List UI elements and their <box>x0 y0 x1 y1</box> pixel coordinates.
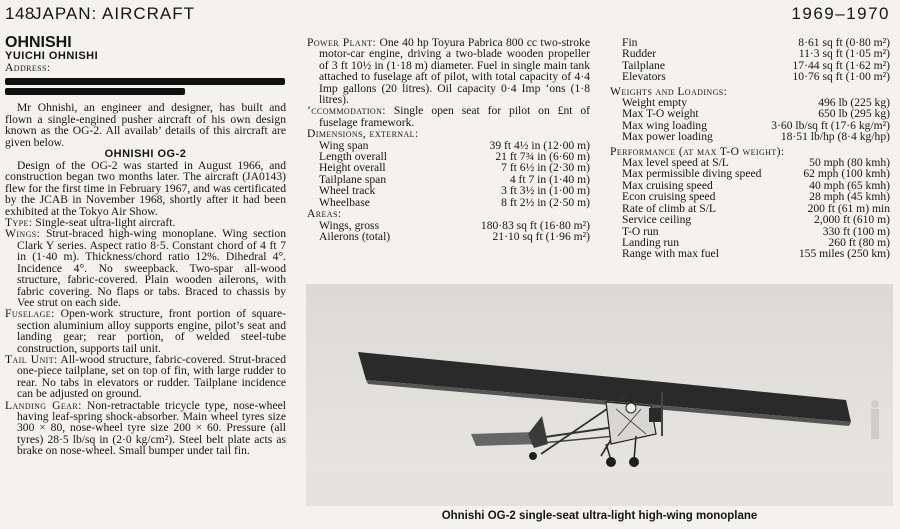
wings-label: Wings: <box>5 227 41 241</box>
spec-value: 17·44 sq ft (1·62 m²) <box>792 58 890 72</box>
accommodation-entry <box>307 105 590 128</box>
design-paragraph: Design of the OG-2 was started in August 1966, and construction began two months later. The aircraft (JA0143) flew for the first time in February 1967, and was certificated by the JCAB in November 1968, shortly after it had been exhibited at the Tokyo Air Show. <box>5 159 286 218</box>
spec-label: Fin <box>622 36 638 49</box>
gear-text: Non-retractable tricycle type, nose-wheel having leaf-spring shock-absorber. Main wheel tyres size 300 × 80, nose-wheel tyre size 200 × 60. Pressure (all tyres) 28·5 lb/sq in (2·0 kg/cm²). Steel belt plate acts as brake on nose-wheel. Small bumper under tail fin. <box>17 398 286 458</box>
tail-label: Tail Unit: <box>5 352 58 366</box>
column-1 <box>5 35 286 457</box>
spec-label: Wings, gross <box>319 218 380 232</box>
aircraft-photo <box>306 284 893 506</box>
spec-label: Ailerons (total) <box>319 229 391 243</box>
spec-label: Wing span <box>319 138 369 152</box>
gear-entry <box>5 400 286 457</box>
areas-heading: Areas: <box>307 207 342 221</box>
spec-value: 7 ft 6½ in (2·30 m) <box>501 161 590 175</box>
spec-label: Range with max fuel <box>622 247 719 261</box>
spec-value: 21·10 sq ft (1·96 m²) <box>492 229 590 243</box>
type-label: Type: <box>5 216 33 230</box>
spec-value: 4 ft 7 in (1·40 m) <box>509 172 590 186</box>
spec-value: 18·51 lb/hp (8·4 kg/hp) <box>780 130 890 144</box>
weights-list <box>610 97 890 143</box>
spec-value: 3·60 lb/sq ft (17·6 kg/m²) <box>771 118 890 132</box>
spec-row <box>610 214 890 225</box>
fuselage-text: Open-work structure, front portion of square-section aluminium alloy supports engine, pilot’s seat and landing gear; rear portion, of welded steel-tube construction, supports tail unit. <box>17 307 286 355</box>
spec-row <box>610 248 890 259</box>
wings-text: Strut-braced high-wing monoplane. Wing section Clark Y series. Aspect ratio 8·5. Constant chord of 4 ft 7 in (1·40 m). Thickness/chord ratio 12%. Dihedral 4°. Incidence 4°. No sweepback. Two-spar all-wood structure, fabric-covered. Plain wooden ailerons, with fabric covering. No flaps or tabs. Braced to chassis by Vee strut on each side. <box>17 227 286 309</box>
spec-label: Height overall <box>319 161 386 175</box>
gear-label: Landing Gear: <box>5 398 82 412</box>
spec-label: Econ cruising speed <box>622 190 716 204</box>
spec-row <box>307 197 590 208</box>
spec-value: 39 ft 4½ in (12·00 m) <box>489 138 590 152</box>
spec-label: Max wing loading <box>622 118 708 132</box>
areas-continued-list <box>610 37 890 83</box>
areas-list <box>307 220 590 243</box>
spec-value: 40 mph (65 kmh) <box>809 178 890 192</box>
spec-value: 8·61 sq ft (0·80 m²) <box>798 36 890 49</box>
tail-text: All-wood structure, fabric-covered. Strut-braced one-piece tailplane, set on top of fin, with large rudder to rear. No tabs in elevators or rudder. Tailplane incidence can be adjusted on ground. <box>17 352 286 401</box>
model-heading: OHNISHI OG-2 <box>104 148 187 161</box>
spec-value: 11·3 sq ft (1·05 m²) <box>798 47 890 61</box>
spec-value: 155 miles (250 km) <box>798 247 890 261</box>
wings-entry <box>5 228 286 308</box>
section-title: JAPAN: AIRCRAFT <box>33 4 196 23</box>
fuselage-label: Fuselage: <box>5 307 55 321</box>
spec-label: Max power loading <box>622 130 713 144</box>
address-label: Address: <box>5 61 51 74</box>
spec-value: 650 lb (295 kg) <box>818 107 890 121</box>
page-header <box>5 4 890 26</box>
designer-name: YUICHI OHNISHI <box>5 50 99 62</box>
spec-label: Tailplane <box>622 58 665 72</box>
aircraft-illustration <box>306 284 893 506</box>
spec-label: Max T-O weight <box>622 107 699 121</box>
weights-heading: Weights and Loadings: <box>610 84 728 98</box>
page-number: 148 <box>5 4 35 23</box>
spec-label: Max permissible diving speed <box>622 167 762 181</box>
spec-value: 496 lb (225 kg) <box>818 96 890 110</box>
spec-value: 8 ft 2½ in (2·50 m) <box>501 195 590 209</box>
performance-heading: Performance (at max T-O weight): <box>610 144 785 158</box>
spec-label: T-O run <box>622 224 659 238</box>
spec-label: Rate of climb at S/L <box>622 201 717 215</box>
photo-caption: Ohnishi OG-2 single-seat ultra-light high-wing monoplane <box>441 510 758 522</box>
spec-value: 50 mph (80 kmh) <box>809 156 890 170</box>
spec-label: Max cruising speed <box>622 178 713 192</box>
dimensions-list <box>307 140 590 208</box>
manufacturer-name: OHNISHI <box>5 34 72 51</box>
intro-paragraph: Mr Ohnishi, an engineer and designer, has built and flown a single-engined pusher aircraft of his own design known as the OG-2. All availab’ details of this aircraft are given below. <box>5 101 286 149</box>
powerplant-entry <box>307 37 590 105</box>
spec-row <box>610 191 890 202</box>
column-3 <box>610 37 890 260</box>
spec-value: 3 ft 3½ in (1·00 m) <box>501 184 590 198</box>
dimensions-heading: Dimensions, external: <box>307 127 419 141</box>
tail-entry <box>5 354 286 400</box>
accommodation-text: Single open seat for pilot on £nt of fuselage framework. <box>319 104 590 129</box>
spec-label: Max level speed at S/L <box>622 156 729 170</box>
spec-value: 180·83 sq ft (16·80 m²) <box>480 218 590 232</box>
spec-row <box>307 185 590 196</box>
spec-value: 2,000 ft (610 m) <box>814 213 890 227</box>
fuselage-entry <box>5 308 286 354</box>
spec-label: Tailplane span <box>319 172 387 186</box>
spec-label: Weight empty <box>622 96 688 110</box>
spec-row <box>307 231 590 242</box>
spec-label: Service ceiling <box>622 213 692 227</box>
powerplant-text: One 40 hp Toyura Pabrica 800 cc two-stroke motor-car engine, driving a two-blade wooden propeller of 3 ft 10½ in (1·18 m) diameter. Fuel in single main tank attached to fuselage aft of pilot, with total capacity of 4·4 Imp gallons (20 litres). Oil capacity 0·4 Imp ‘ons (1·8 litres). <box>319 36 590 107</box>
column-2 <box>307 37 590 242</box>
spec-value: 330 ft (100 m) <box>822 224 890 238</box>
spec-label: Rudder <box>622 47 657 61</box>
spec-value: 62 mph (100 kmh) <box>803 167 890 181</box>
spec-value: 28 mph (45 kmh) <box>809 190 890 204</box>
spec-value: 10·76 sq ft (1·00 m²) <box>792 70 890 84</box>
address-redaction <box>5 73 286 102</box>
spec-value: 200 ft (61 m) min <box>807 201 890 215</box>
spec-label: Landing run <box>622 235 679 249</box>
powerplant-label: Power Plant: <box>307 36 377 49</box>
spec-label: Length overall <box>319 150 387 164</box>
spec-value: 260 ft (80 m) <box>828 235 890 249</box>
performance-list <box>610 157 890 260</box>
spec-value: 21 ft 7¾ in (6·60 m) <box>495 150 590 164</box>
edition-years: 1969–1970 <box>791 4 890 23</box>
spec-row <box>610 71 890 82</box>
spec-label: Wheelbase <box>319 195 370 209</box>
spec-label: Elevators <box>622 70 666 84</box>
spec-row <box>610 131 890 142</box>
type-text: Single-seat ultra-light aircraft. <box>35 216 176 230</box>
spec-label: Wheel track <box>319 184 376 198</box>
accommodation-label: ’ccommodation: <box>307 104 386 118</box>
